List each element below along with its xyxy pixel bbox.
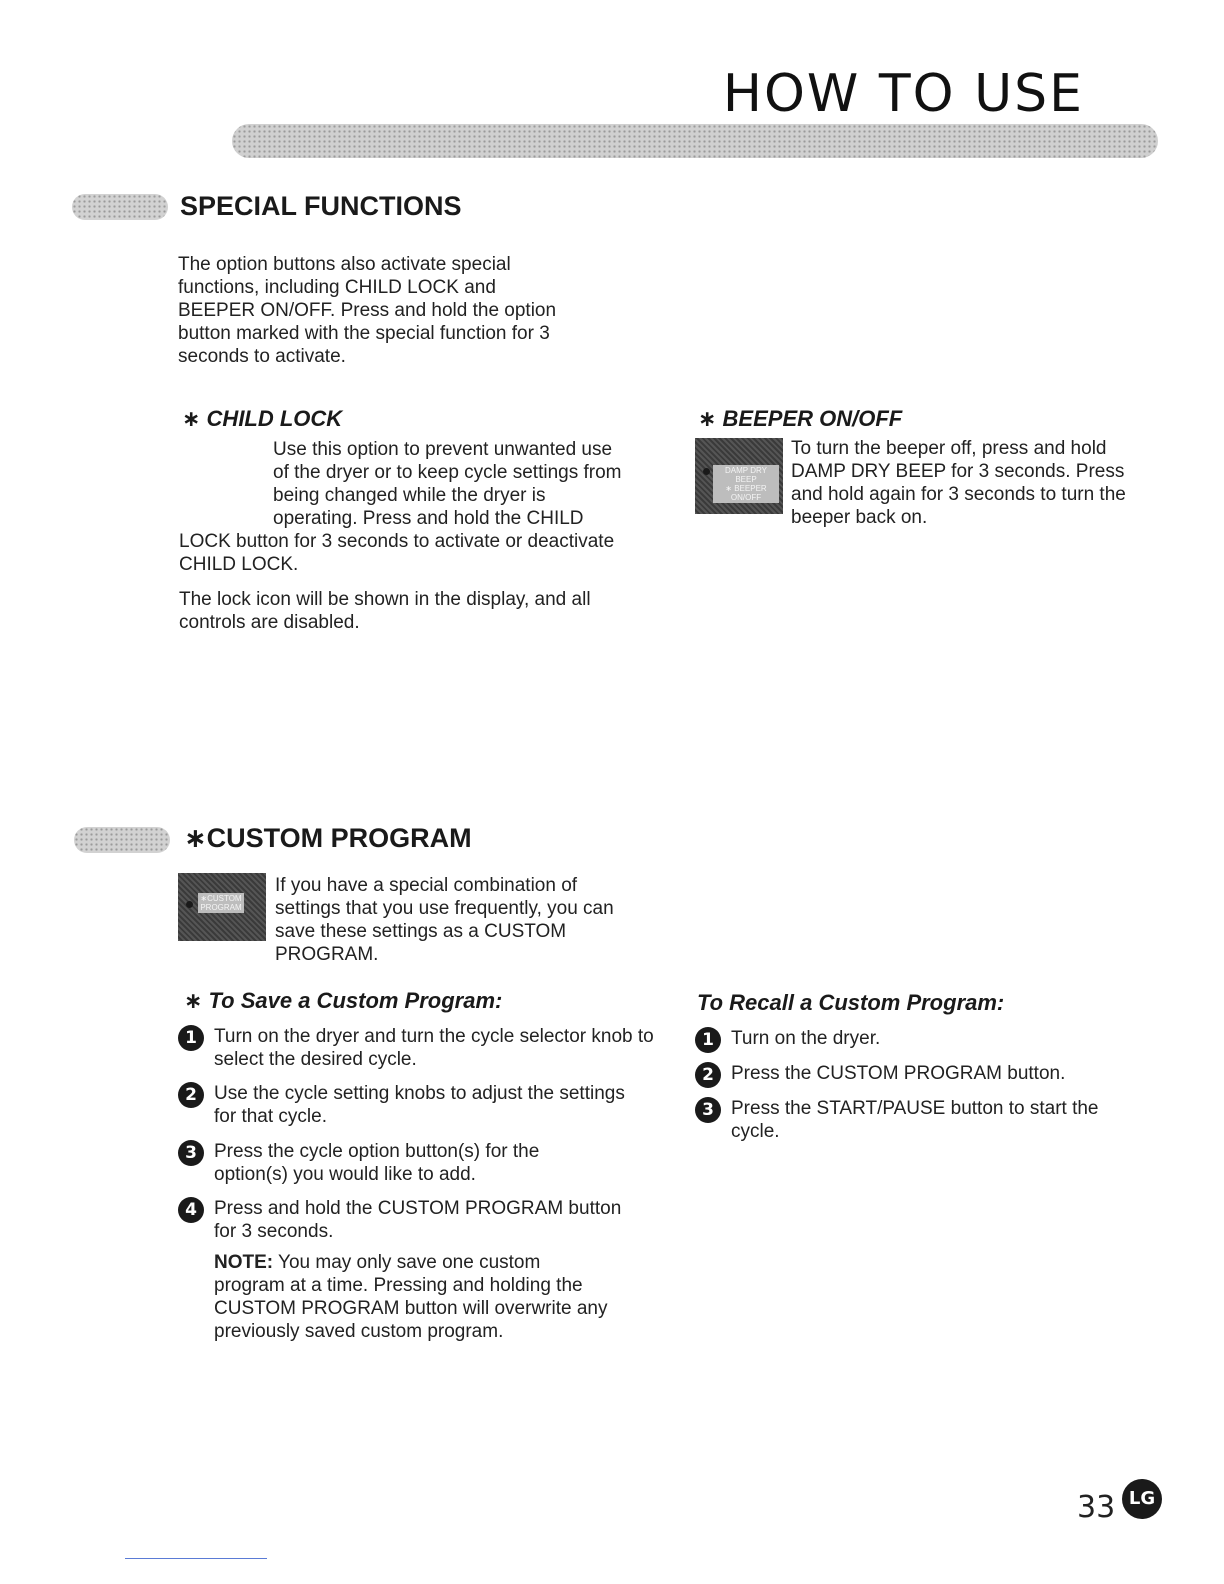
beeper-panel-line2: ∗ BEEPER ON/OFF [725, 484, 767, 502]
custom-program-heading: ∗CUSTOM PROGRAM [184, 823, 472, 853]
beeper-heading: ∗ BEEPER ON/OFF [698, 406, 903, 431]
section-marker [74, 827, 170, 853]
save-program-heading: ∗ To Save a Custom Program: [184, 988, 503, 1013]
indicator-dot-icon [703, 468, 710, 475]
child-lock-block [179, 438, 629, 634]
custom-program-button-image [178, 873, 266, 941]
step-3-icon: 3 [178, 1140, 204, 1166]
save-step [178, 1197, 634, 1243]
recall-step-text: Press the CUSTOM PROGRAM button. [731, 1063, 1066, 1084]
child-lock-text-2: The lock icon will be shown in the display, and all controls are disabled. [179, 589, 591, 633]
recall-step [695, 1027, 1131, 1050]
save-step-text: Turn on the dryer and turn the cycle selector knob to select the desired cycle. [214, 1026, 654, 1070]
recall-program-heading: To Recall a Custom Program: [697, 990, 1005, 1015]
save-step-text: Press the cycle option button(s) for the option(s) you would like to add. [214, 1141, 540, 1185]
note-label: NOTE: [214, 1252, 274, 1273]
indicator-dot-icon [186, 901, 193, 908]
child-lock-text: Use this option to prevent unwanted use of the dryer or to keep cycle settings from being changed while the dryer is operating. Press and hold the CHILD LOCK button for 3 seconds to activate or deactivate CHILD LOCK. [179, 439, 622, 575]
header-bar [232, 124, 1158, 158]
custom-program-intro: If you have a special combination of settings that you use frequently, you can save these settings as a CUSTOM PROGRAM. [275, 875, 614, 965]
step-2-icon: 2 [178, 1082, 204, 1108]
beeper-text: To turn the beeper off, press and hold DAMP DRY BEEP for 3 seconds. Press and hold again for 3 seconds to turn the beeper back on. [791, 438, 1126, 528]
step-2-icon: 2 [695, 1062, 721, 1088]
special-functions-intro: The option buttons also activate special functions, including CHILD LOCK and BEEPER ON/OFF. Press and hold the option button marked with the special function for 3 seconds to activate. [178, 254, 557, 367]
page-number: 33 [1077, 1490, 1116, 1525]
step-1-icon: 1 [178, 1025, 204, 1051]
child-lock-heading: ∗ CHILD LOCK [182, 406, 343, 431]
custom-panel-label [198, 893, 244, 913]
save-step [178, 1140, 614, 1186]
beeper-panel-line1: DAMP DRY BEEP [725, 466, 767, 484]
save-step-text: Press and hold the CUSTOM PROGRAM button for 3 seconds. [214, 1198, 622, 1242]
save-note [214, 1251, 614, 1343]
recall-step [695, 1097, 1131, 1143]
lg-logo-icon: LG [1122, 1479, 1162, 1519]
save-step [178, 1025, 654, 1071]
beeper-button-image [695, 438, 783, 514]
page-title: HOW TO USE [722, 64, 1084, 124]
special-functions-heading: SPECIAL FUNCTIONS [180, 191, 462, 221]
step-3-icon: 3 [695, 1097, 721, 1123]
beeper-panel-label [713, 465, 779, 503]
custom-panel-line1: ∗CUSTOM [200, 894, 242, 903]
recall-step-text: Press the START/PAUSE button to start the cycle. [731, 1098, 1099, 1142]
recall-step-text: Turn on the dryer. [731, 1028, 881, 1049]
save-step [178, 1082, 634, 1128]
custom-panel-line2: PROGRAM [200, 903, 242, 912]
recall-step [695, 1062, 1151, 1085]
save-step-text: Use the cycle setting knobs to adjust the settings for that cycle. [214, 1083, 625, 1127]
footer-line [125, 1558, 267, 1559]
step-1-icon: 1 [695, 1027, 721, 1053]
section-marker [72, 194, 168, 220]
step-4-icon: 4 [178, 1197, 204, 1223]
note-text: You may only save one custom program at a time. Pressing and holding the CUSTOM PROGRAM button will overwrite any previously saved custom program. [214, 1252, 608, 1342]
